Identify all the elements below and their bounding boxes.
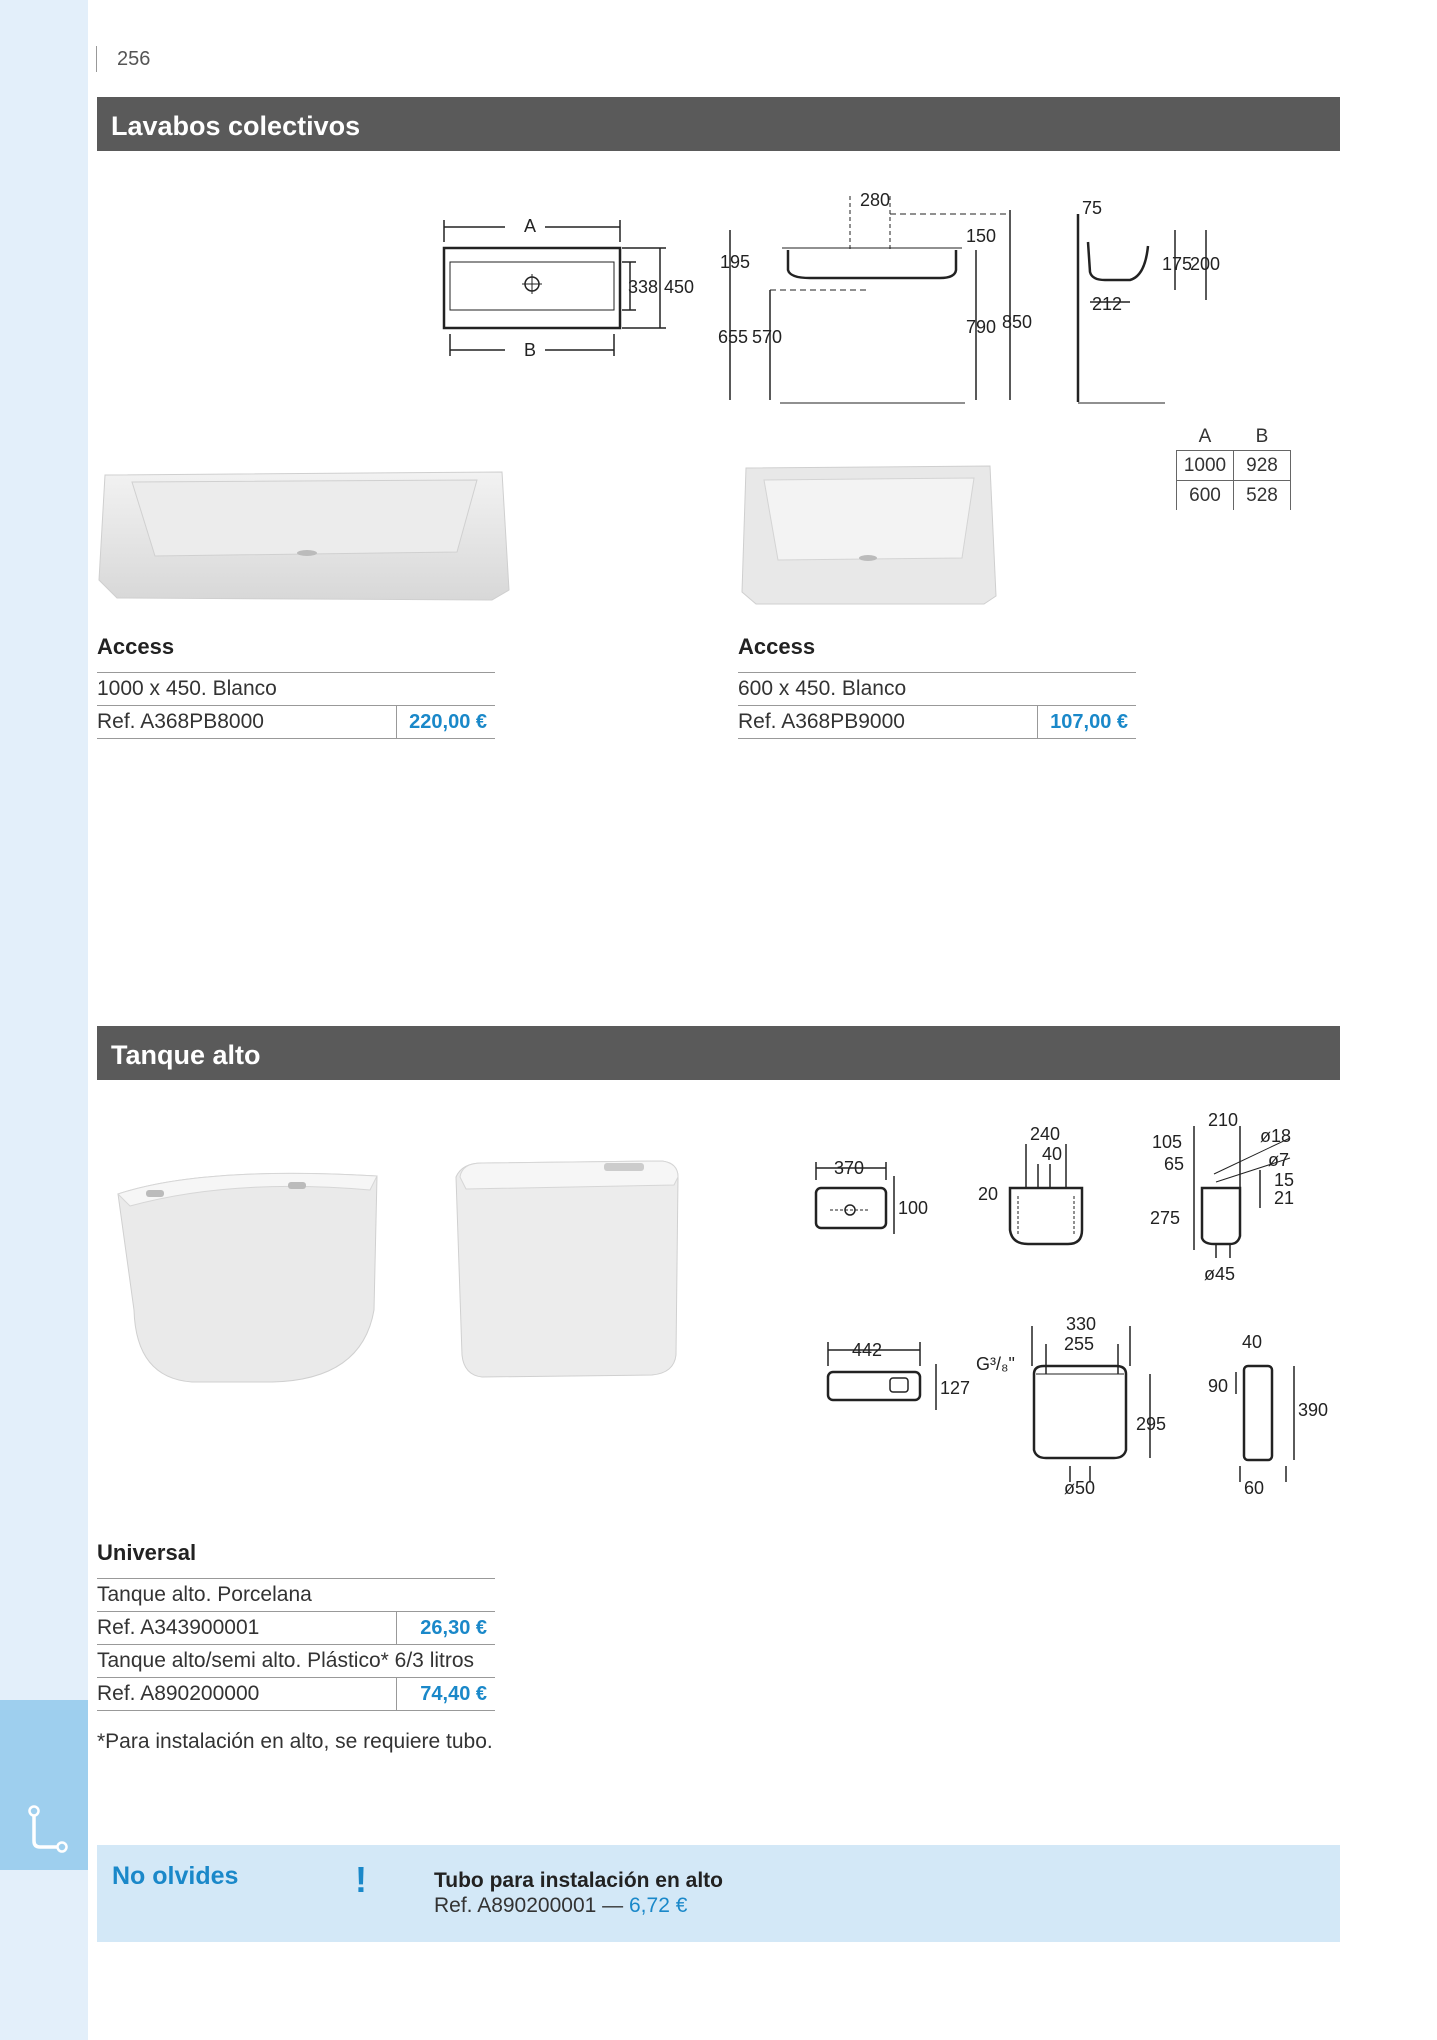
svg-text:105: 105 [1152, 1132, 1183, 1152]
svg-text:G³/₈": G³/₈" [976, 1354, 1015, 1374]
svg-text:ø7: ø7 [1268, 1150, 1290, 1170]
access-600-image [738, 458, 1000, 610]
svg-text:790: 790 [966, 317, 997, 337]
dim-header-b: B [1255, 426, 1269, 447]
svg-text:280: 280 [860, 190, 891, 210]
tanque-porcelana-image [112, 1160, 387, 1385]
product-title-access-600: Access [738, 634, 816, 659]
svg-text:100: 100 [898, 1198, 929, 1218]
svg-text:330: 330 [1066, 1314, 1097, 1334]
dim-cell: 1000 [1177, 451, 1234, 481]
svg-text:A: A [524, 216, 537, 236]
svg-text:175: 175 [1162, 254, 1193, 274]
svg-text:295: 295 [1136, 1414, 1167, 1434]
callout-item-title: Tubo para instalación en alto [434, 1869, 723, 1892]
callout-title: No olvides [112, 1862, 239, 1890]
dim-cell: 600 [1177, 481, 1234, 511]
svg-text:ø45: ø45 [1204, 1264, 1236, 1284]
product-table-access-1000 [97, 672, 495, 739]
product-ref: Ref. A343900001 [97, 1612, 397, 1645]
product-table-access-600 [738, 672, 1136, 739]
section-title-tanque: Tanque alto [97, 1026, 1340, 1080]
svg-text:275: 275 [1150, 1208, 1181, 1228]
svg-text:75: 75 [1082, 198, 1103, 218]
product-title-universal: Universal [97, 1540, 197, 1565]
svg-text:195: 195 [720, 252, 751, 272]
svg-text:40: 40 [1242, 1332, 1263, 1352]
tanque-technical-drawing [800, 1110, 1330, 1510]
pipe-icon [22, 1805, 72, 1855]
exclamation-icon: ! [355, 1859, 367, 1900]
product-price: 74,40 € [397, 1678, 496, 1711]
svg-text:20: 20 [978, 1184, 999, 1204]
dim-cell: 528 [1234, 481, 1291, 511]
svg-text:90: 90 [1208, 1376, 1229, 1396]
product-price: 107,00 € [1038, 706, 1137, 739]
svg-text:370: 370 [834, 1158, 865, 1178]
page-number: 256 [96, 46, 150, 72]
tanque-plastico-image [452, 1155, 682, 1385]
svg-text:B: B [524, 340, 537, 360]
access-1000-image [97, 460, 512, 610]
product-desc: Tanque alto/semi alto. Plástico* 6/3 litros [97, 1645, 495, 1678]
product-table-universal [97, 1578, 495, 1711]
callout-item-ref [434, 1894, 687, 1918]
svg-text:240: 240 [1030, 1124, 1061, 1144]
product-desc: 600 x 450. Blanco [738, 673, 1136, 706]
footnote: *Para instalación en alto, se requiere tubo. [97, 1730, 493, 1753]
callout-ref: Ref. A890200001 — [434, 1894, 624, 1917]
svg-text:850: 850 [1002, 312, 1033, 332]
svg-text:15: 15 [1274, 1170, 1295, 1190]
svg-text:255: 255 [1064, 1334, 1095, 1354]
svg-text:65: 65 [1164, 1154, 1185, 1174]
product-price: 220,00 € [397, 706, 496, 739]
svg-text:127: 127 [940, 1378, 971, 1398]
lavabo-technical-drawing [430, 190, 1221, 420]
section-title-lavabos: Lavabos colectivos [97, 97, 1340, 151]
svg-text:450: 450 [664, 277, 695, 297]
dimension-table [1176, 424, 1291, 510]
svg-text:570: 570 [752, 327, 783, 347]
dim-cell: 928 [1234, 451, 1291, 481]
product-ref: Ref. A368PB9000 [738, 706, 1038, 739]
product-desc: 1000 x 450. Blanco [97, 673, 495, 706]
svg-text:ø18: ø18 [1260, 1126, 1292, 1146]
product-ref: Ref. A368PB8000 [97, 706, 397, 739]
product-desc: Tanque alto. Porcelana [97, 1579, 495, 1612]
callout-price: 6,72 € [629, 1894, 688, 1917]
svg-text:150: 150 [966, 226, 997, 246]
svg-text:442: 442 [852, 1340, 883, 1360]
product-title-access-1000: Access [97, 634, 175, 659]
svg-text:200: 200 [1190, 254, 1221, 274]
svg-text:40: 40 [1042, 1144, 1063, 1164]
svg-text:21: 21 [1274, 1188, 1295, 1208]
svg-text:655: 655 [718, 327, 749, 347]
product-price: 26,30 € [397, 1612, 496, 1645]
svg-text:338: 338 [628, 277, 659, 297]
svg-text:ø50: ø50 [1064, 1478, 1096, 1498]
svg-text:60: 60 [1244, 1478, 1265, 1498]
product-ref: Ref. A890200000 [97, 1678, 397, 1711]
dim-header-a: A [1198, 426, 1212, 447]
no-olvides-callout [97, 1845, 1340, 1942]
svg-text:210: 210 [1208, 1110, 1239, 1130]
svg-text:212: 212 [1092, 294, 1123, 314]
svg-text:390: 390 [1298, 1400, 1329, 1420]
